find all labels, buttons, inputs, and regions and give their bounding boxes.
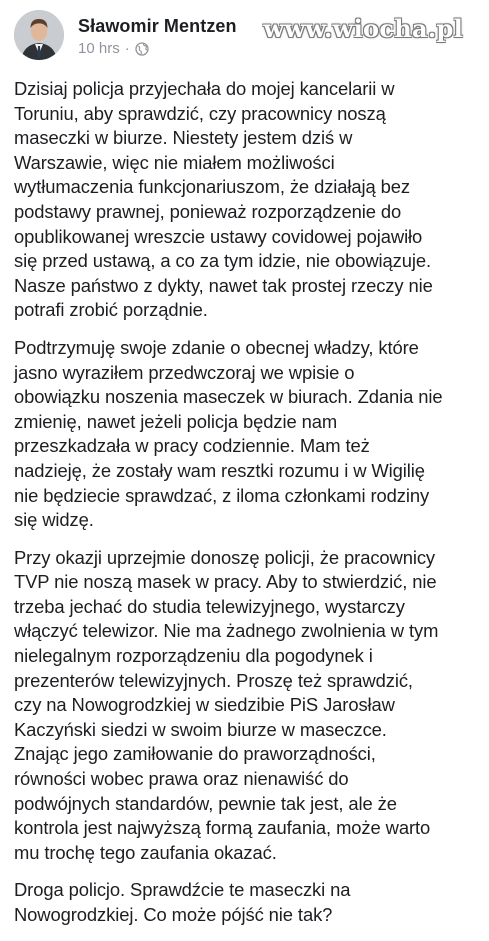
post-time[interactable]: 10 hrs — [78, 40, 120, 57]
post-paragraph-3: Przy okazji uprzejmie donoszę policji, że pracownicy TVP nie noszą masek w pracy. Aby to stwierdzić, nie trzeba jechać do studia telewizyjnego, wystarczy włączyć telewizor. Nie ma żadnego zwolnienia w tym nielegalnym rozporządzeniu dla pogodynek i prezenterów telewizyjnych. Proszę też sprawdzić, czy na Nowogrodzkiej w siedzibie PiS Jarosław Kaczyński siedzi w swoim biurze w maseczce. Znając jego zamiłowanie do praworządności, równości wobec prawa oraz nienawiść do podwójnych standardów, pewnie tak jest, ale że kontrola jest najwyższą formą zaufania, może warto mu trochę tego zaufania okazać. — [14, 546, 439, 863]
globe-icon[interactable] — [135, 42, 149, 56]
post-meta — [78, 40, 149, 57]
avatar-portrait — [14, 10, 64, 60]
post-paragraph-4: Droga policjo. Sprawdźcie te maseczki na Nowogrodzkiej. Co może pójść nie tak? — [14, 879, 351, 925]
author-name[interactable]: Sławomir Mentzen — [78, 16, 237, 36]
post-body — [14, 77, 486, 941]
author-avatar[interactable] — [14, 10, 64, 60]
post-paragraph-1: Dzisiaj policja przyjechała do mojej kancelarii w Toruniu, aby sprawdzić, czy pracownicy noszą maseczki w biurze. Niestety jestem dziś w Warszawie, więc nie miałem możliwości wytłumaczenia funkcjonariuszom, że działają bez podstawy prawnej, ponieważ rozporządzenie do opublikowanej wreszcie ustawy covidowej pojawiło się przed ustawą, a co za tym idzie, nie obowiązuje. Nasze państwo z dykty, nawet tak prostej rzeczy nie potrafi zrobić porządnie. — [14, 78, 433, 321]
site-watermark: www.wiocha.pl — [263, 14, 463, 43]
post-paragraph-2: Podtrzymuję swoje zdanie o obecnej władzy, które jasno wyraziłem przedwczoraj we wpisie o obowiązku noszenia maseczek w biurach. Zdania nie zmienię, nawet jeżeli policja będzie nam przeszkadzała w pracy codziennie. Mam też nadzieję, że zostały wam resztki rozumu i w Wigilię nie będziecie sprawdzać, z iloma członkami rodziny się widzę. — [14, 336, 443, 531]
post-header — [12, 8, 477, 64]
meta-separator: · — [124, 40, 130, 57]
